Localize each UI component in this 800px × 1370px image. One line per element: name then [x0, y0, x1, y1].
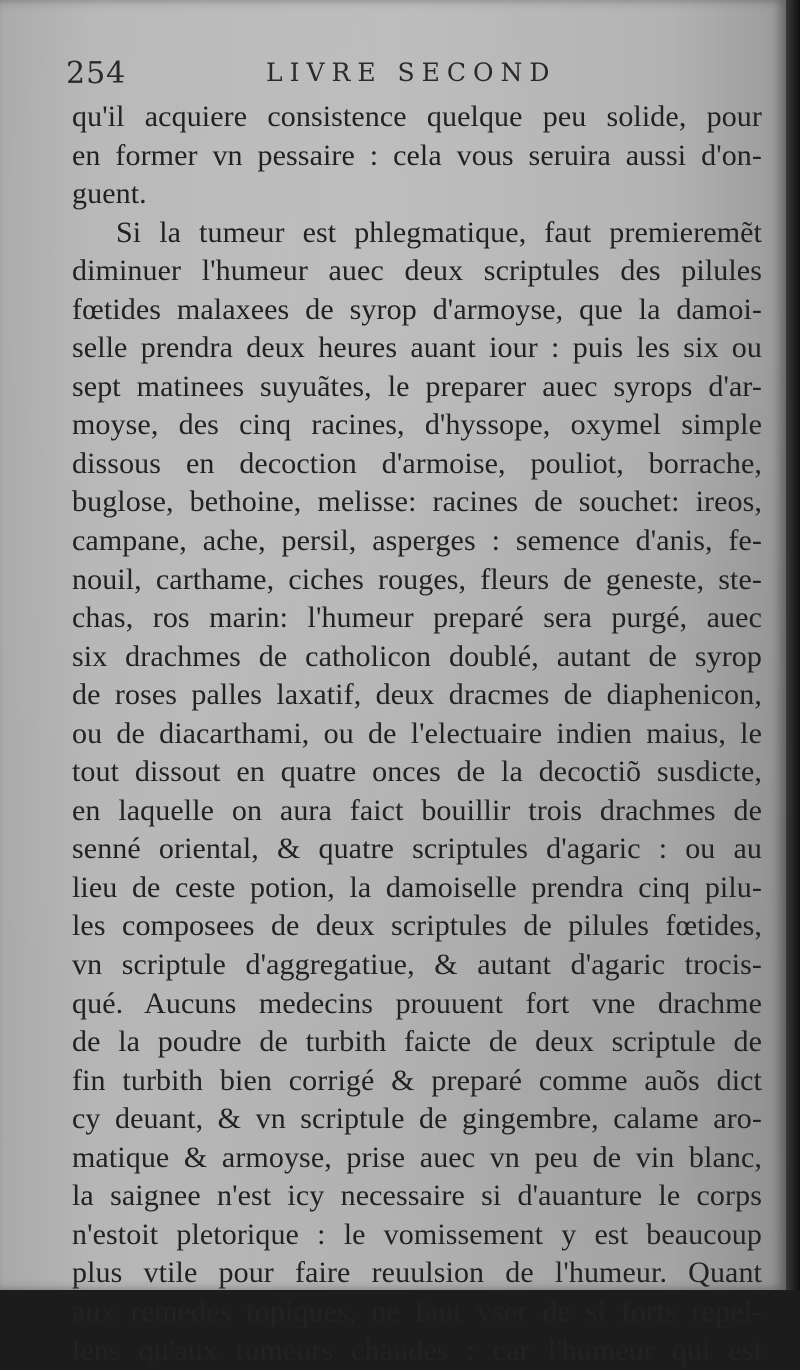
running-head: LIVRE SECOND — [266, 58, 556, 87]
text-line: qu'il acquiere consistence quelque peu solide, pour — [72, 98, 762, 137]
text-line: n'estoit pletorique : le vomissement y est beaucoup — [72, 1216, 762, 1255]
text-line: aux remedes topiques, ne faut vser de si forts repel- — [72, 1293, 762, 1332]
text-line: lens qu'aux tumeurs chaudes : car l'humeur qui est — [72, 1332, 762, 1370]
text-line: les composees de deux scriptules de pilules fœtides, — [72, 907, 762, 946]
body-text — [72, 98, 762, 1370]
text-line: dissous en decoction d'armoise, pouliot, borrache, — [72, 445, 762, 484]
text-line: en former vn pessaire : cela vous seruira aussi d'on- — [72, 137, 762, 176]
text-line: tout dissout en quatre onces de la decoctiõ susdicte, — [72, 753, 762, 792]
text-line: cy deuant, & vn scriptule de gingembre, calame aro- — [72, 1100, 762, 1139]
page-header — [66, 52, 766, 96]
text-line: campane, ache, persil, asperges : semence d'anis, fe- — [72, 522, 762, 561]
text-line: qué. Aucuns medecins prouuent fort vne drachme — [72, 985, 762, 1024]
text-line: lieu de ceste potion, la damoiselle prendra cinq pilu- — [72, 869, 762, 908]
text-line: ou de diacarthami, ou de l'electuaire indien maius, le — [72, 715, 762, 754]
text-line: nouil, carthame, ciches rouges, fleurs de geneste, ste- — [72, 561, 762, 600]
text-line: sept matinees suyuãtes, le preparer auec syrops d'ar- — [72, 368, 762, 407]
text-line: moyse, des cinq racines, d'hyssope, oxymel simple — [72, 406, 762, 445]
text-line: matique & armoyse, prise auec vn peu de vin blanc, — [72, 1139, 762, 1178]
text-line: guent. — [72, 175, 762, 214]
text-line: chas, ros marin: l'humeur preparé sera purgé, auec — [72, 599, 762, 638]
text-line: fin turbith bien corrigé & preparé comme auõs dict — [72, 1062, 762, 1101]
text-line: en laquelle on aura faict bouillir trois drachmes de — [72, 792, 762, 831]
text-line: vn scriptule d'aggregatiue, & autant d'agaric trocis- — [72, 946, 762, 985]
text-line: plus vtile pour faire reuulsion de l'humeur. Quant — [72, 1254, 762, 1293]
text-line: Si la tumeur est phlegmatique, faut premieremẽt — [72, 214, 762, 253]
text-line: fœtides malaxees de syrop d'armoyse, que la damoi- — [72, 291, 762, 330]
text-line: senné oriental, & quatre scriptules d'agaric : ou au — [72, 830, 762, 869]
text-line: diminuer l'humeur auec deux scriptules des pilules — [72, 252, 762, 291]
book-gutter-edge — [786, 0, 800, 1290]
text-line: six drachmes de catholicon doublé, autant de syrop — [72, 638, 762, 677]
text-line: buglose, bethoine, melisse: racines de souchet: ireos, — [72, 483, 762, 522]
page-number: 254 — [66, 56, 126, 91]
text-line: de la poudre de turbith faicte de deux scriptule de — [72, 1023, 762, 1062]
text-line: la saignee n'est icy necessaire si d'auanture le corps — [72, 1177, 762, 1216]
text-line: de roses palles laxatif, deux dracmes de diaphenicon, — [72, 676, 762, 715]
text-line: selle prendra deux heures auant iour : puis les six ou — [72, 329, 762, 368]
